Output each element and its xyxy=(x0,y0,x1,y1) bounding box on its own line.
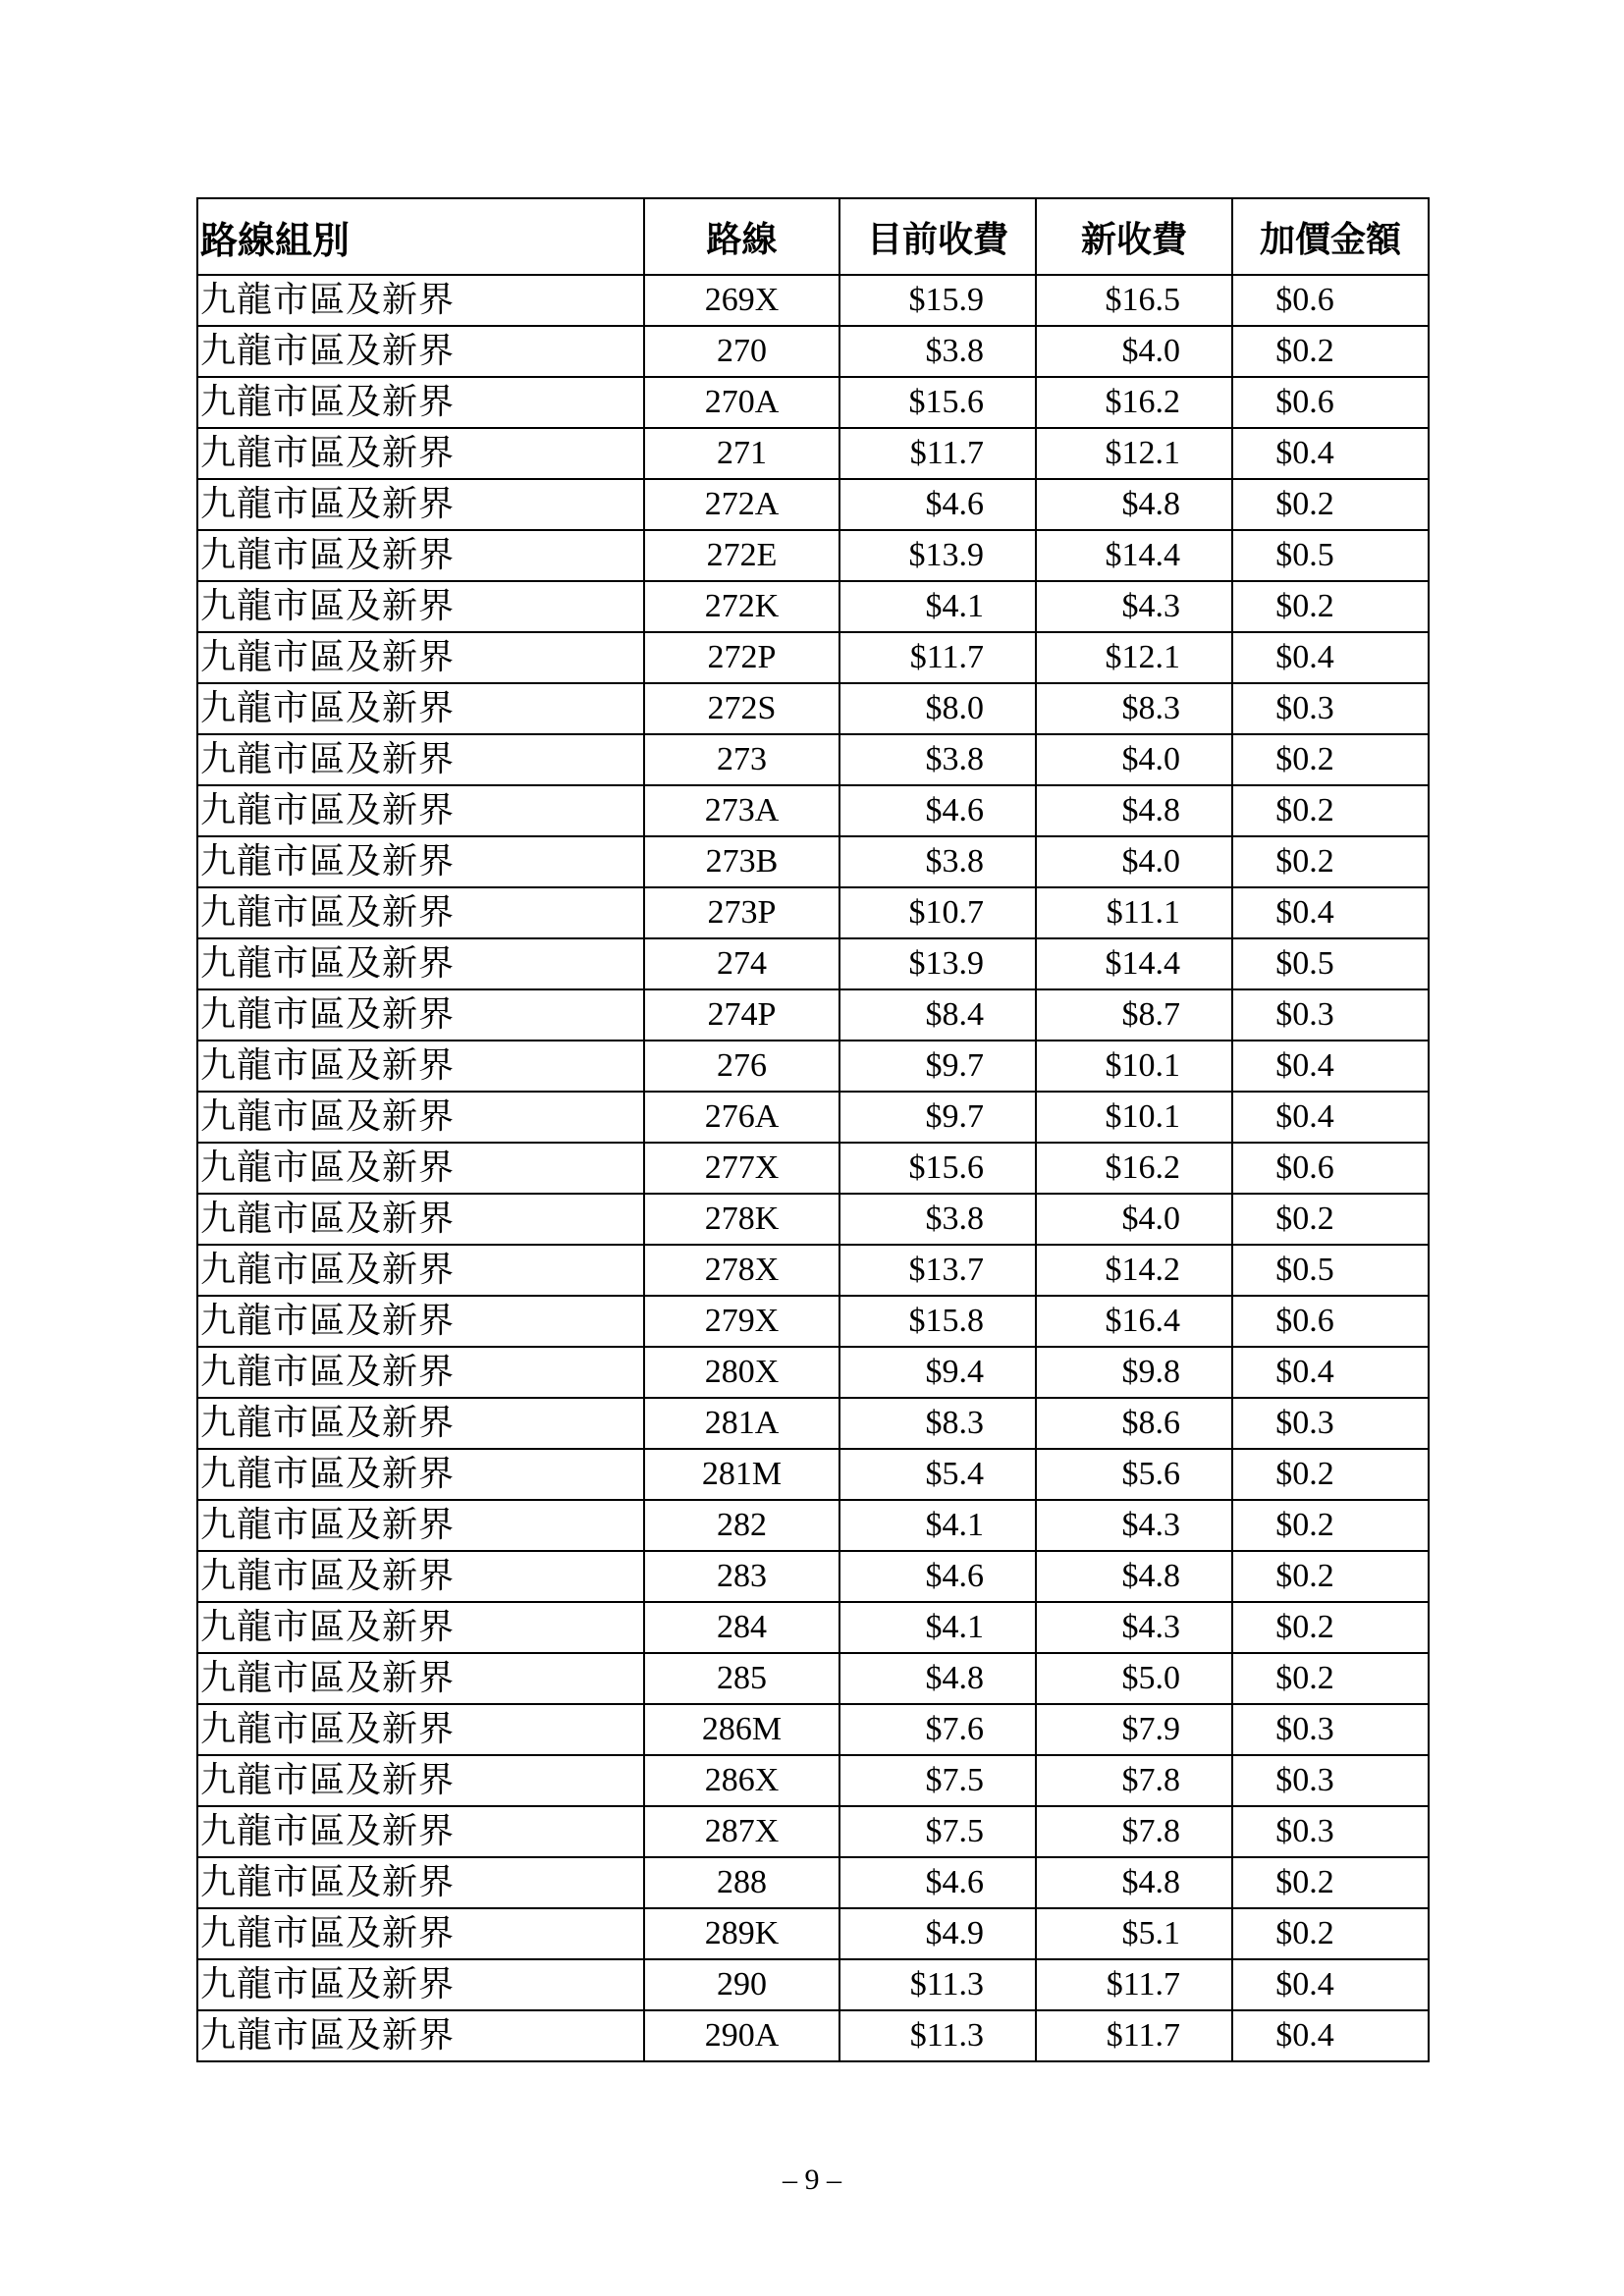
cell-current-fare: $8.3 xyxy=(839,1398,1036,1449)
cell-new-fare: $14.4 xyxy=(1036,530,1232,581)
table-row xyxy=(197,938,1429,989)
cell-route-group: 九龍市區及新界 xyxy=(197,1551,644,1602)
cell-route-group: 九龍市區及新界 xyxy=(197,1959,644,2010)
cell-new-fare: $4.8 xyxy=(1036,1551,1232,1602)
cell-current-fare: $11.7 xyxy=(839,632,1036,683)
cell-new-fare: $4.3 xyxy=(1036,581,1232,632)
cell-current-fare: $4.9 xyxy=(839,1908,1036,1959)
cell-route-group: 九龍市區及新界 xyxy=(197,2010,644,2061)
cell-current-fare: $15.8 xyxy=(839,1296,1036,1347)
cell-route-group: 九龍市區及新界 xyxy=(197,479,644,530)
cell-current-fare: $4.1 xyxy=(839,1500,1036,1551)
cell-new-fare: $16.2 xyxy=(1036,377,1232,428)
cell-increase: $0.3 xyxy=(1232,1755,1429,1806)
cell-new-fare: $12.1 xyxy=(1036,428,1232,479)
cell-route: 276A xyxy=(644,1092,839,1143)
cell-route-group: 九龍市區及新界 xyxy=(197,377,644,428)
cell-increase: $0.2 xyxy=(1232,1653,1429,1704)
cell-route-group: 九龍市區及新界 xyxy=(197,1143,644,1194)
cell-current-fare: $8.4 xyxy=(839,989,1036,1041)
cell-current-fare: $15.9 xyxy=(839,275,1036,326)
cell-new-fare: $5.0 xyxy=(1036,1653,1232,1704)
cell-new-fare: $12.1 xyxy=(1036,632,1232,683)
cell-route-group: 九龍市區及新界 xyxy=(197,1602,644,1653)
cell-increase: $0.4 xyxy=(1232,428,1429,479)
table-row xyxy=(197,1092,1429,1143)
table-row xyxy=(197,1908,1429,1959)
cell-new-fare: $7.8 xyxy=(1036,1755,1232,1806)
table-row xyxy=(197,1653,1429,1704)
cell-current-fare: $7.5 xyxy=(839,1806,1036,1857)
cell-current-fare: $3.8 xyxy=(839,836,1036,887)
cell-increase: $0.3 xyxy=(1232,1704,1429,1755)
table-row xyxy=(197,1449,1429,1500)
cell-increase: $0.4 xyxy=(1232,632,1429,683)
cell-current-fare: $13.9 xyxy=(839,530,1036,581)
cell-increase: $0.2 xyxy=(1232,1857,1429,1908)
cell-increase: $0.2 xyxy=(1232,326,1429,377)
cell-current-fare: $9.4 xyxy=(839,1347,1036,1398)
cell-current-fare: $3.8 xyxy=(839,326,1036,377)
cell-new-fare: $4.8 xyxy=(1036,785,1232,836)
cell-route: 290A xyxy=(644,2010,839,2061)
cell-new-fare: $4.0 xyxy=(1036,836,1232,887)
table-row xyxy=(197,632,1429,683)
cell-new-fare: $7.9 xyxy=(1036,1704,1232,1755)
cell-new-fare: $16.5 xyxy=(1036,275,1232,326)
header-increase: 加價金額 xyxy=(1232,198,1429,275)
cell-route: 270 xyxy=(644,326,839,377)
cell-increase: $0.2 xyxy=(1232,479,1429,530)
cell-current-fare: $11.3 xyxy=(839,2010,1036,2061)
cell-route-group: 九龍市區及新界 xyxy=(197,1755,644,1806)
cell-current-fare: $15.6 xyxy=(839,1143,1036,1194)
cell-route: 281M xyxy=(644,1449,839,1500)
cell-route: 282 xyxy=(644,1500,839,1551)
cell-increase: $0.2 xyxy=(1232,734,1429,785)
cell-route: 277X xyxy=(644,1143,839,1194)
cell-route-group: 九龍市區及新界 xyxy=(197,938,644,989)
table-row xyxy=(197,275,1429,326)
cell-new-fare: $11.7 xyxy=(1036,2010,1232,2061)
cell-route: 281A xyxy=(644,1398,839,1449)
cell-route-group: 九龍市區及新界 xyxy=(197,1041,644,1092)
table-row xyxy=(197,1500,1429,1551)
header-current-fare: 目前收費 xyxy=(839,198,1036,275)
cell-increase: $0.3 xyxy=(1232,1398,1429,1449)
cell-current-fare: $4.1 xyxy=(839,581,1036,632)
table-row xyxy=(197,581,1429,632)
cell-increase: $0.6 xyxy=(1232,1143,1429,1194)
cell-route-group: 九龍市區及新界 xyxy=(197,734,644,785)
cell-new-fare: $7.8 xyxy=(1036,1806,1232,1857)
cell-new-fare: $16.2 xyxy=(1036,1143,1232,1194)
cell-route: 288 xyxy=(644,1857,839,1908)
table-row xyxy=(197,836,1429,887)
table-row xyxy=(197,1806,1429,1857)
cell-current-fare: $7.6 xyxy=(839,1704,1036,1755)
cell-route-group: 九龍市區及新界 xyxy=(197,581,644,632)
cell-current-fare: $8.0 xyxy=(839,683,1036,734)
table-row xyxy=(197,734,1429,785)
cell-route: 273 xyxy=(644,734,839,785)
page-number: – 9 – xyxy=(783,2163,841,2196)
cell-increase: $0.5 xyxy=(1232,938,1429,989)
cell-route: 274 xyxy=(644,938,839,989)
cell-route: 272A xyxy=(644,479,839,530)
cell-current-fare: $7.5 xyxy=(839,1755,1036,1806)
table-row xyxy=(197,1041,1429,1092)
table-row xyxy=(197,1704,1429,1755)
cell-new-fare: $8.7 xyxy=(1036,989,1232,1041)
cell-increase: $0.3 xyxy=(1232,989,1429,1041)
cell-route-group: 九龍市區及新界 xyxy=(197,989,644,1041)
header-route: 路線 xyxy=(644,198,839,275)
cell-increase: $0.4 xyxy=(1232,1092,1429,1143)
cell-route: 284 xyxy=(644,1602,839,1653)
cell-route: 283 xyxy=(644,1551,839,1602)
cell-increase: $0.2 xyxy=(1232,1551,1429,1602)
cell-new-fare: $8.6 xyxy=(1036,1398,1232,1449)
cell-route-group: 九龍市區及新界 xyxy=(197,1908,644,1959)
table-row xyxy=(197,887,1429,938)
cell-new-fare: $9.8 xyxy=(1036,1347,1232,1398)
table-row xyxy=(197,530,1429,581)
cell-new-fare: $4.3 xyxy=(1036,1602,1232,1653)
cell-current-fare: $11.7 xyxy=(839,428,1036,479)
table-row xyxy=(197,1857,1429,1908)
table-row xyxy=(197,1245,1429,1296)
cell-route-group: 九龍市區及新界 xyxy=(197,836,644,887)
cell-route-group: 九龍市區及新界 xyxy=(197,1806,644,1857)
cell-new-fare: $5.6 xyxy=(1036,1449,1232,1500)
table-row xyxy=(197,1296,1429,1347)
cell-route-group: 九龍市區及新界 xyxy=(197,785,644,836)
cell-current-fare: $13.7 xyxy=(839,1245,1036,1296)
cell-route: 272K xyxy=(644,581,839,632)
cell-route-group: 九龍市區及新界 xyxy=(197,1704,644,1755)
cell-new-fare: $10.1 xyxy=(1036,1092,1232,1143)
cell-increase: $0.4 xyxy=(1232,1347,1429,1398)
cell-new-fare: $4.0 xyxy=(1036,326,1232,377)
cell-increase: $0.2 xyxy=(1232,836,1429,887)
cell-route: 276 xyxy=(644,1041,839,1092)
cell-increase: $0.4 xyxy=(1232,1959,1429,2010)
cell-increase: $0.2 xyxy=(1232,1194,1429,1245)
table-row xyxy=(197,1755,1429,1806)
cell-current-fare: $5.4 xyxy=(839,1449,1036,1500)
cell-current-fare: $4.6 xyxy=(839,479,1036,530)
table-row xyxy=(197,479,1429,530)
cell-new-fare: $14.4 xyxy=(1036,938,1232,989)
cell-route-group: 九龍市區及新界 xyxy=(197,530,644,581)
cell-route-group: 九龍市區及新界 xyxy=(197,275,644,326)
cell-increase: $0.6 xyxy=(1232,275,1429,326)
cell-route: 270A xyxy=(644,377,839,428)
cell-new-fare: $14.2 xyxy=(1036,1245,1232,1296)
cell-new-fare: $4.3 xyxy=(1036,1500,1232,1551)
cell-increase: $0.4 xyxy=(1232,1041,1429,1092)
table-row xyxy=(197,1551,1429,1602)
cell-route: 286X xyxy=(644,1755,839,1806)
table-row xyxy=(197,2010,1429,2061)
cell-route-group: 九龍市區及新界 xyxy=(197,1245,644,1296)
cell-route-group: 九龍市區及新界 xyxy=(197,1653,644,1704)
cell-route-group: 九龍市區及新界 xyxy=(197,1500,644,1551)
cell-route-group: 九龍市區及新界 xyxy=(197,428,644,479)
cell-route: 287X xyxy=(644,1806,839,1857)
cell-increase: $0.4 xyxy=(1232,2010,1429,2061)
cell-route: 269X xyxy=(644,275,839,326)
cell-new-fare: $4.0 xyxy=(1036,1194,1232,1245)
cell-increase: $0.2 xyxy=(1232,1908,1429,1959)
cell-route: 286M xyxy=(644,1704,839,1755)
header-route-group: 路線組別 xyxy=(197,198,644,275)
cell-current-fare: $4.6 xyxy=(839,785,1036,836)
cell-new-fare: $8.3 xyxy=(1036,683,1232,734)
cell-route: 271 xyxy=(644,428,839,479)
cell-new-fare: $11.1 xyxy=(1036,887,1232,938)
cell-route-group: 九龍市區及新界 xyxy=(197,1092,644,1143)
cell-current-fare: $4.1 xyxy=(839,1602,1036,1653)
cell-new-fare: $11.7 xyxy=(1036,1959,1232,2010)
cell-route: 290 xyxy=(644,1959,839,2010)
table-row xyxy=(197,1959,1429,2010)
cell-new-fare: $4.0 xyxy=(1036,734,1232,785)
cell-increase: $0.2 xyxy=(1232,581,1429,632)
cell-increase: $0.4 xyxy=(1232,887,1429,938)
cell-route-group: 九龍市區及新界 xyxy=(197,1296,644,1347)
cell-current-fare: $13.9 xyxy=(839,938,1036,989)
table-body xyxy=(197,275,1429,2061)
cell-increase: $0.2 xyxy=(1232,1602,1429,1653)
cell-route-group: 九龍市區及新界 xyxy=(197,887,644,938)
cell-current-fare: $3.8 xyxy=(839,734,1036,785)
cell-route: 278X xyxy=(644,1245,839,1296)
cell-route: 273A xyxy=(644,785,839,836)
header-new-fare: 新收費 xyxy=(1036,198,1232,275)
cell-current-fare: $10.7 xyxy=(839,887,1036,938)
cell-route-group: 九龍市區及新界 xyxy=(197,1347,644,1398)
cell-current-fare: $4.8 xyxy=(839,1653,1036,1704)
cell-route: 278K xyxy=(644,1194,839,1245)
table-header-row xyxy=(197,198,1429,275)
table-row xyxy=(197,1194,1429,1245)
cell-route-group: 九龍市區及新界 xyxy=(197,1398,644,1449)
cell-current-fare: $15.6 xyxy=(839,377,1036,428)
cell-current-fare: $3.8 xyxy=(839,1194,1036,1245)
table-row xyxy=(197,326,1429,377)
cell-route-group: 九龍市區及新界 xyxy=(197,683,644,734)
cell-route: 273P xyxy=(644,887,839,938)
cell-increase: $0.3 xyxy=(1232,683,1429,734)
cell-current-fare: $9.7 xyxy=(839,1041,1036,1092)
cell-route: 274P xyxy=(644,989,839,1041)
cell-new-fare: $4.8 xyxy=(1036,479,1232,530)
cell-increase: $0.3 xyxy=(1232,1806,1429,1857)
cell-current-fare: $4.6 xyxy=(839,1857,1036,1908)
cell-increase: $0.2 xyxy=(1232,1500,1429,1551)
table-row xyxy=(197,1398,1429,1449)
cell-increase: $0.5 xyxy=(1232,530,1429,581)
cell-route: 272E xyxy=(644,530,839,581)
cell-new-fare: $10.1 xyxy=(1036,1041,1232,1092)
table-row xyxy=(197,683,1429,734)
cell-new-fare: $5.1 xyxy=(1036,1908,1232,1959)
cell-current-fare: $11.3 xyxy=(839,1959,1036,2010)
cell-route-group: 九龍市區及新界 xyxy=(197,326,644,377)
table-row xyxy=(197,785,1429,836)
fare-table xyxy=(196,197,1430,2062)
table-row xyxy=(197,1602,1429,1653)
cell-route: 280X xyxy=(644,1347,839,1398)
cell-current-fare: $4.6 xyxy=(839,1551,1036,1602)
table-row xyxy=(197,1143,1429,1194)
table-row xyxy=(197,1347,1429,1398)
cell-route-group: 九龍市區及新界 xyxy=(197,1857,644,1908)
cell-increase: $0.2 xyxy=(1232,785,1429,836)
table-row xyxy=(197,989,1429,1041)
cell-increase: $0.6 xyxy=(1232,1296,1429,1347)
cell-route-group: 九龍市區及新界 xyxy=(197,632,644,683)
cell-new-fare: $4.8 xyxy=(1036,1857,1232,1908)
cell-route: 273B xyxy=(644,836,839,887)
cell-increase: $0.2 xyxy=(1232,1449,1429,1500)
cell-new-fare: $16.4 xyxy=(1036,1296,1232,1347)
cell-route: 285 xyxy=(644,1653,839,1704)
cell-increase: $0.5 xyxy=(1232,1245,1429,1296)
cell-route-group: 九龍市區及新界 xyxy=(197,1449,644,1500)
cell-route: 289K xyxy=(644,1908,839,1959)
cell-route: 279X xyxy=(644,1296,839,1347)
cell-route: 272S xyxy=(644,683,839,734)
table-row xyxy=(197,377,1429,428)
table-row xyxy=(197,428,1429,479)
cell-increase: $0.6 xyxy=(1232,377,1429,428)
cell-route-group: 九龍市區及新界 xyxy=(197,1194,644,1245)
cell-route: 272P xyxy=(644,632,839,683)
cell-current-fare: $9.7 xyxy=(839,1092,1036,1143)
